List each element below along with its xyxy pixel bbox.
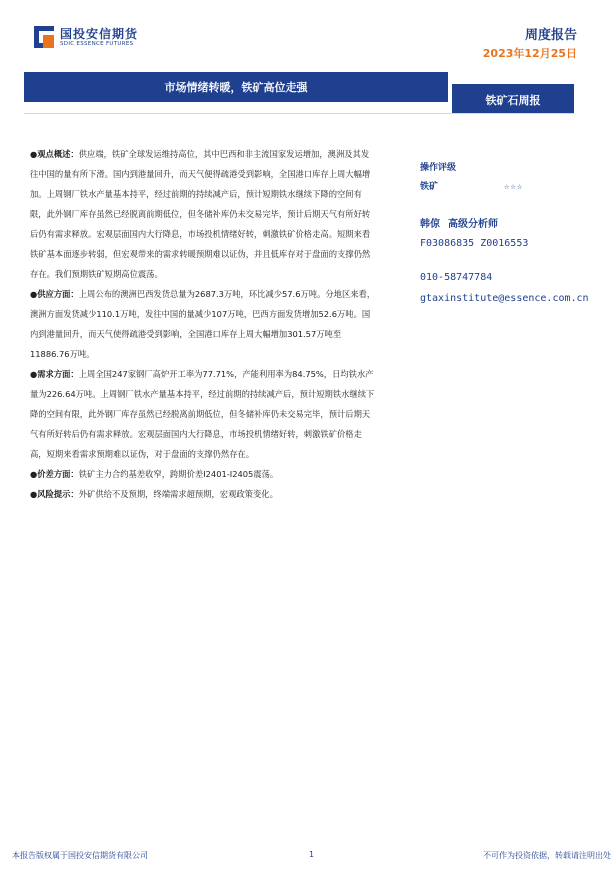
risk-text: 外矿供给不及预期，终端需求超预期，宏观政策变化。 [78,489,278,499]
logo-name-en: SDIC ESSENCE FUTURES [60,40,134,47]
supply-paragraph [30,284,376,364]
risk-label: ●风险提示： [30,489,79,499]
rating-heading: 操作评级 [420,163,457,173]
report-body [30,144,376,504]
section-tab [452,84,574,114]
risk-paragraph [30,484,376,504]
rating-commodity: 铁矿 [420,182,439,192]
supply-text: 上周公布的澳洲巴西发货总量为2687.3万吨，环比减少57.6万吨。分地区来看，澳洲方面发货减少110.1万吨，发往中国的量减少107万吨，巴西方面发货增加52.6万吨。国内到港量回升，而天气使得疏港受到影响，全国港口库存上周大幅增加301.57万吨至11886.76万吨。 [30,289,376,359]
contact-email[interactable]: gtaxinstitute@essence.com.cn [420,293,589,304]
report-date: 2023年12月25日 [482,47,577,60]
summary-text: 供应端，铁矿全球发运维持高位，其中巴西和非主流国家发运增加，澳洲及其发往中国的量有所下滑。国内到港量回升，而天气便得疏港受到影响，全国港口库存上周大幅增加。上周钢厂铁水产量基本持平，经过前期的持续减产后，预计短期铁水继续下降的空间有限，此外钢厂库存虽然已经脱离前期低位，但冬储补库仍未交易完毕，预计后期天气有所好转后仍有需求释放。宏观层面国内大行降息，市场投机情绪好转，刺激铁矿价格走高。短期来看铁矿基本面逐步转弱，但宏观带来的需求转暖预期难以证伪，并且低库存对于盘面的支撑仍然存在。我们预期铁矿短期高位震荡。 [30,149,371,279]
rating-stars-icon: ☆☆☆ [504,182,524,192]
analyst-cert: F03086835 Z0016553 [420,238,529,249]
analyst-line [420,218,600,232]
demand-paragraph [30,364,376,464]
footer-copyright: 本报告版权属于国投安信期货有限公司 [12,851,148,860]
spread-text: 铁矿主力合约基差收窄，跨期价差I2401-I2405震荡。 [78,469,279,479]
analyst-title: 高级分析师 [448,219,498,230]
section-tab-label: 铁矿石周报 [485,94,541,107]
sidebar-info [420,162,600,306]
spread-label: ●价差方面： [30,469,79,479]
report-title: 市场情绪转暖，铁矿高位走强 [164,81,308,94]
supply-label: ●供应方面： [30,289,79,299]
contact-phone: 010-58747784 [420,272,493,283]
report-type: 周度报告 [524,28,577,43]
summary-paragraph [30,144,376,284]
footer-disclaimer: 不可作为投资依据，转载请注明出处 [483,851,611,860]
analyst-name: 韩倞 [420,219,440,230]
demand-label: ●需求方面： [30,369,79,379]
header-divider [24,113,574,114]
logo-mark-icon [34,26,54,48]
demand-text: 上周全国247家钢厂高炉开工率为77.71%，产能利用率为84.75%，日均铁水产量为226.64万吨。上周钢厂铁水产量基本持平，经过前期的持续减产后，预计短期铁水继续下降的空间有限，此外钢厂库存虽然已经脱离前期低位，但冬储补库仍未交易完毕，预计后期天气有所好转后仍有需求释放。宏观层面国内大行降息，市场投机情绪好转，刺激铁矿价格走高，短期来看需求预期难以证伪，对于盘面的支撑仍然存在。 [30,369,375,459]
title-band [24,72,448,102]
rating-row [420,181,600,193]
company-logo [34,26,138,48]
spread-paragraph [30,464,376,484]
footer-page-number: 1 [309,850,315,859]
summary-label: ●观点概述： [30,149,79,159]
logo-name-cn: 国投安信期货 [60,26,139,41]
